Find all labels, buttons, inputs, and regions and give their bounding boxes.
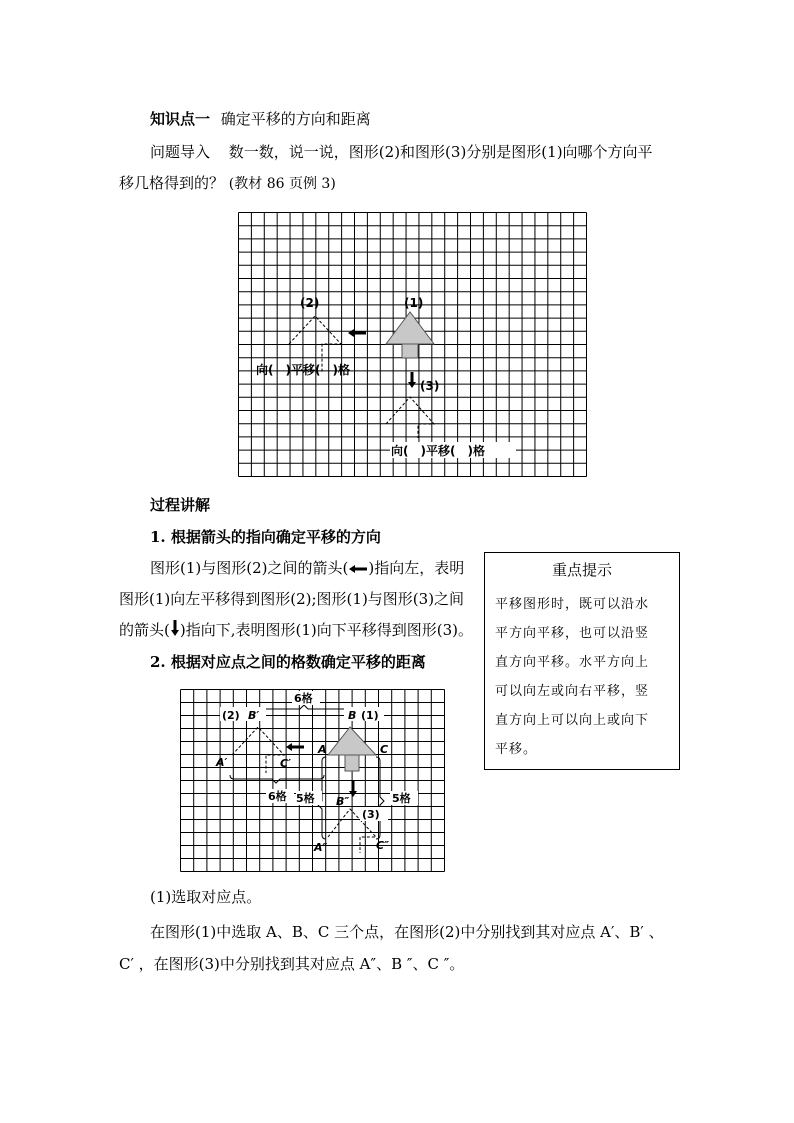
shape-2-label: (2) bbox=[300, 296, 320, 310]
paragraph-1-line-2: 图形(1)向左平移得到图形(2);图形(1)与图形(3)之间 bbox=[119, 590, 465, 608]
left-5-label: 5格 bbox=[296, 792, 315, 805]
down-arrow-icon bbox=[349, 781, 357, 797]
label-C1: C′ bbox=[280, 757, 291, 770]
bottom-brace bbox=[230, 775, 324, 783]
intro-label: 问题导入 bbox=[150, 143, 211, 161]
label-A2: A″ bbox=[314, 841, 328, 854]
label-C2: C″ bbox=[376, 839, 389, 852]
paragraph-2-line-2: C′ ，在图形(3)中分别找到其对应点 A″、B ″、C ″。 bbox=[119, 955, 465, 973]
tip-line: 平移图形时，既可以沿水 bbox=[495, 597, 650, 612]
select-points-heading: (1)选取对应点。 bbox=[150, 888, 262, 906]
right-5-label: 5格 bbox=[392, 792, 411, 805]
textbook-reference: (教材 86 页例 3) bbox=[228, 176, 336, 192]
inline-down-arrow-icon bbox=[170, 619, 180, 643]
tip-line: 平移。 bbox=[495, 742, 538, 757]
heading-text: 确定平移的方向和距离 bbox=[220, 110, 371, 128]
step-1-heading: 1. 根据箭头的指向确定平移的方向 bbox=[150, 528, 381, 546]
paragraph-1-line-1 bbox=[150, 557, 464, 580]
shape-1-stem bbox=[345, 755, 359, 771]
shape-1-label: (1) bbox=[404, 296, 424, 310]
shape-2-label: (2) bbox=[222, 709, 240, 722]
key-tip-box bbox=[484, 552, 680, 770]
label-B2: B″ bbox=[336, 795, 350, 808]
label-A: A bbox=[318, 743, 327, 756]
step-2-heading: 2. 根据对应点之间的格数确定平移的距离 bbox=[150, 653, 426, 671]
process-title: 过程讲解 bbox=[150, 496, 211, 514]
intro-question-end: 移几格得到的？ bbox=[119, 174, 225, 192]
shape-1-stem bbox=[402, 344, 418, 358]
shape-1-label: (1) bbox=[361, 709, 379, 722]
bottom-6-label: 6格 bbox=[268, 790, 287, 803]
tip-title: 重点提示 bbox=[551, 561, 612, 579]
right-brace bbox=[376, 757, 384, 839]
shape-2-outline bbox=[232, 727, 284, 773]
paragraph-1-line-3 bbox=[119, 619, 473, 643]
shape-3-label: (3) bbox=[362, 808, 380, 821]
label-A1: A′ bbox=[216, 756, 228, 769]
inline-left-arrow-icon bbox=[348, 558, 368, 580]
p1-line3-b: )指向下,表明图形(1)向下平移得到图形(3)。 bbox=[179, 621, 473, 639]
p1-text-b: )指向左，表明 bbox=[368, 559, 465, 577]
intro-line-2 bbox=[119, 172, 336, 195]
left-arrow-icon bbox=[286, 743, 304, 751]
tip-line: 直方向上可以向上或向下 bbox=[495, 713, 650, 728]
section-heading bbox=[150, 108, 371, 130]
figure-2-grid bbox=[180, 689, 446, 873]
blank-left-text: 向( )平移( )格 bbox=[256, 363, 350, 377]
top-6-label: 6格 bbox=[294, 692, 313, 705]
left-arrow-icon bbox=[348, 329, 366, 337]
intro-line-1 bbox=[150, 141, 653, 163]
tip-line: 可以向左或向右平移，竖 bbox=[495, 684, 650, 699]
tip-line: 平方向平移，也可以沿竖 bbox=[495, 626, 650, 641]
heading-label: 知识点一 bbox=[150, 110, 211, 128]
shape-3-label: (3) bbox=[420, 379, 440, 393]
intro-text: 数一数，说一说，图形(2)和图形(3)分别是图形(1)向哪个方向平 bbox=[228, 143, 653, 161]
blank-bottom-text: 向( )平移( )格 bbox=[391, 444, 485, 458]
label-B: B bbox=[348, 709, 357, 722]
paragraph-2-line-1: 在图形(1)中选取 A、B、C 三个点，在图形(2)中分别找到其对应点 A′、B′ 、 bbox=[150, 923, 664, 941]
label-B1: B′ bbox=[248, 709, 260, 722]
p1-line3-a: 的箭头( bbox=[119, 621, 170, 639]
label-C: C bbox=[380, 743, 389, 756]
p1-text-a: 图形(1)与图形(2)之间的箭头( bbox=[150, 559, 349, 577]
figure-1-grid bbox=[238, 212, 588, 478]
down-arrow-icon bbox=[408, 372, 416, 388]
tip-line: 直方向平移。水平方向上 bbox=[495, 655, 650, 670]
